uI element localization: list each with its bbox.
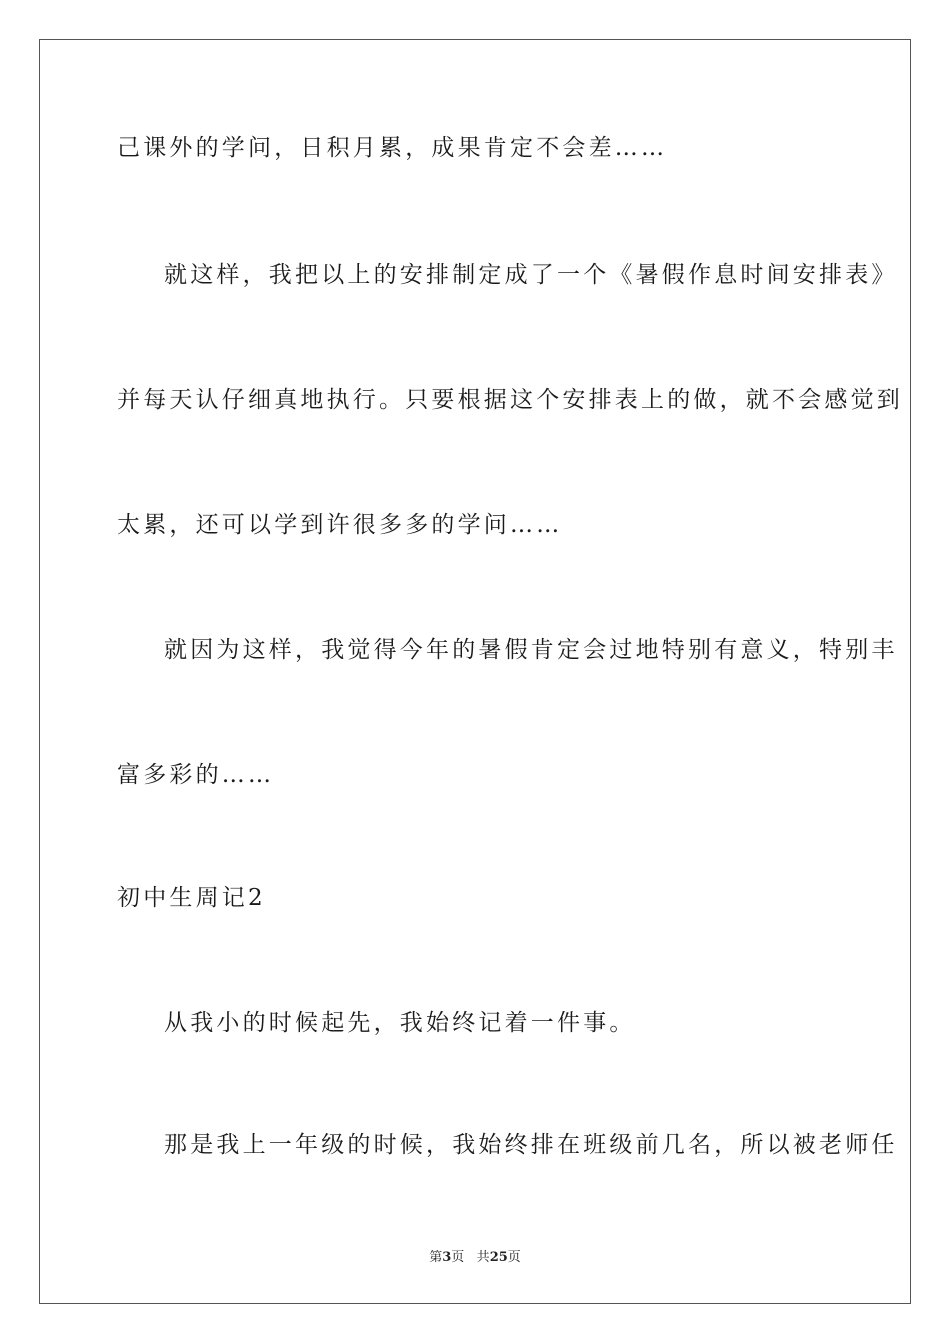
paragraph-line-8: 那是我上一年级的时候，我始终排在班级前几名，所以被老师任 [164,1132,898,1158]
page-footer [0,1246,950,1265]
footer-prefix: 第 [429,1250,443,1265]
paragraph-line-1: 己课外的学问，日积月累，成果肯定不会差…… [117,135,668,161]
paragraph-line-5: 就因为这样，我觉得今年的暑假肯定会过地特别有意义，特别丰 [164,637,898,663]
paragraph-line-3: 并每天认仔细真地执行。只要根据这个安排表上的做，就不会感觉到 [117,387,903,413]
paragraph-line-4: 太累，还可以学到许很多多的学问…… [117,512,563,538]
paragraph-line-7: 从我小的时候起先，我始终记着一件事。 [164,1010,636,1036]
footer-page-suffix: 页 [451,1250,465,1265]
footer-total-suffix: 页 [507,1250,521,1265]
paragraph-line-6: 富多彩的…… [117,762,275,788]
footer-total-prefix: 共 [476,1250,490,1265]
footer-current-page: 3 [442,1250,452,1265]
page-frame [39,39,911,1304]
footer-total-pages: 25 [489,1250,508,1265]
paragraph-line-2: 就这样，我把以上的安排制定成了一个《暑假作息时间安排表》 [164,262,898,288]
section-heading: 初中生周记2 [117,885,266,911]
